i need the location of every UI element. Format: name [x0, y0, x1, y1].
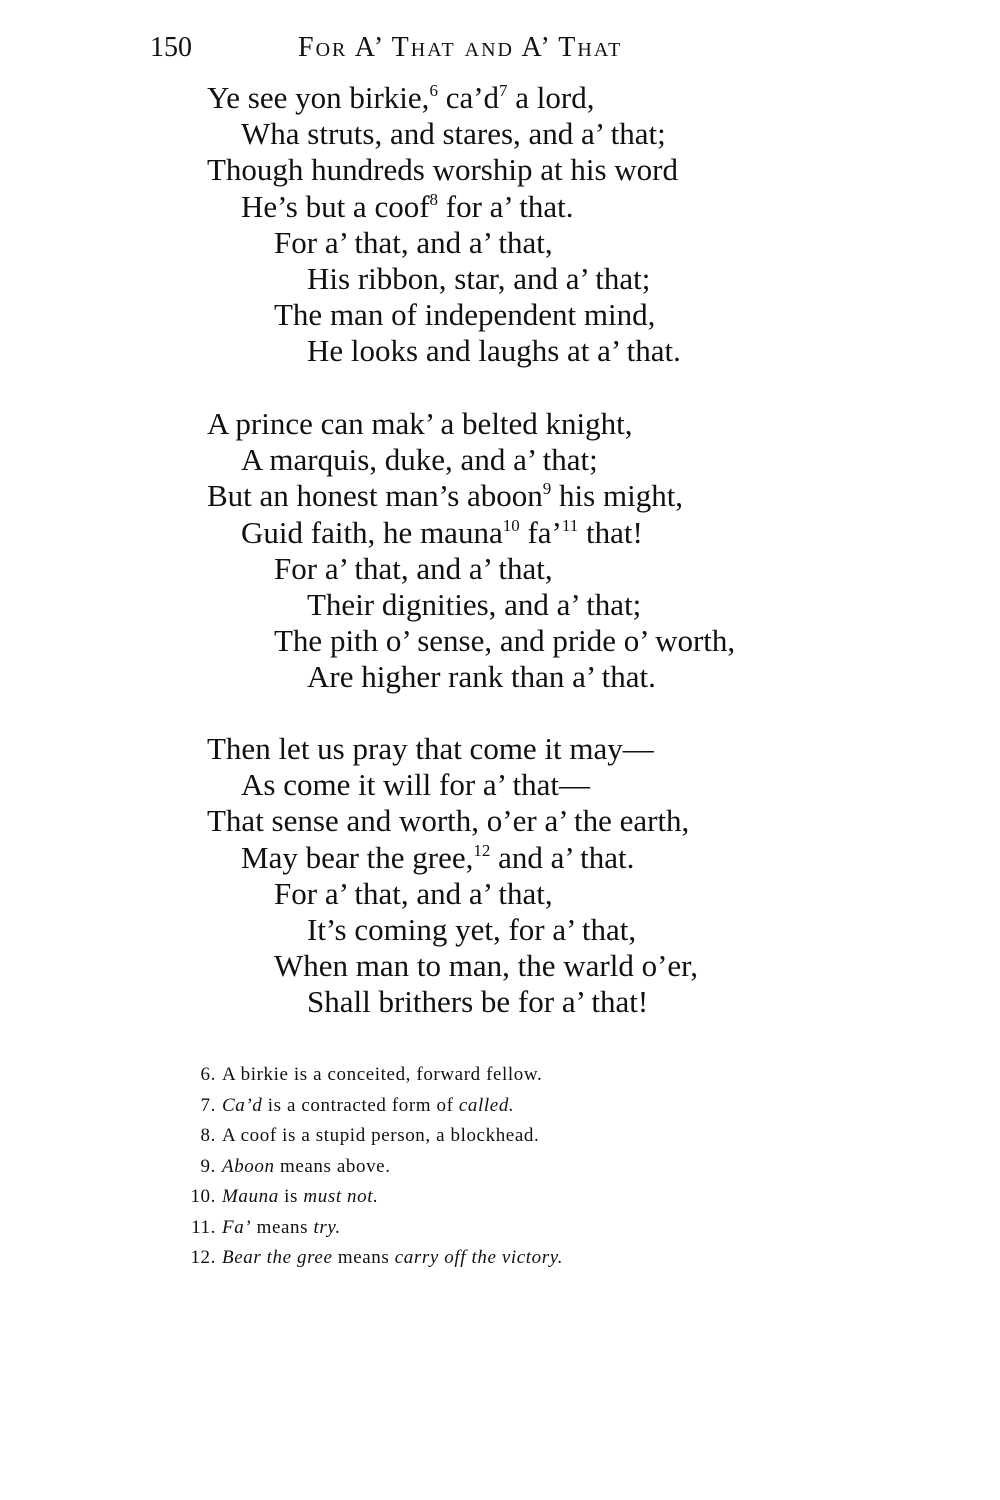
footnote-6 — [176, 1060, 796, 1091]
poem-line: Shall brithers be for a’ that! — [307, 984, 649, 1020]
footnote-8 — [176, 1121, 796, 1152]
footnote-12 — [176, 1243, 796, 1274]
footnote-number: 8. — [200, 1125, 216, 1146]
footnote-ref: 7 — [499, 81, 508, 100]
footnote-11 — [176, 1213, 796, 1244]
poem-line: Though hundreds worship at his word — [207, 152, 678, 188]
footnote-number: 12. — [190, 1247, 216, 1268]
footnote-9 — [176, 1152, 796, 1183]
footnote-term: called. — [458, 1094, 515, 1116]
poem-line: He’s but a coof$^8$ for a’ that. — [241, 188, 574, 224]
stanza-2 — [207, 406, 847, 696]
footnote-7 — [176, 1091, 796, 1122]
running-title: For A’ That and A’ That — [298, 32, 623, 63]
poem-line: May bear the gree,$^{12}$ and a’ that. — [241, 839, 635, 875]
poem-line: When man to man, the warld o’er, — [274, 948, 698, 984]
footnote-ref: 10 — [502, 515, 520, 535]
footnote-number: 11. — [191, 1216, 216, 1238]
poem-line: Are higher rank than a’ that. — [307, 659, 656, 695]
footnote-term: Ca’d — [222, 1094, 263, 1116]
poem-line: A marquis, duke, and a’ that; — [241, 442, 598, 478]
footnote-number: 10. — [190, 1186, 216, 1207]
footnote-text: means above. — [274, 1155, 391, 1177]
poem-line: For a’ that, and a’ that, — [274, 875, 553, 911]
footnote-term: Fa’ — [222, 1216, 252, 1238]
footnote-ref: 9 — [542, 479, 552, 499]
footnote-term: must not. — [303, 1186, 379, 1207]
footnote-text: is a contracted form of — [262, 1094, 459, 1116]
footnote-text: A birkie is a conceited, forward fellow. — [222, 1064, 543, 1085]
poem-line: That sense and worth, o’er a’ the earth, — [207, 803, 690, 839]
poem-line: As come it will for a’ that— — [241, 767, 590, 803]
footnote-text: means — [251, 1216, 314, 1238]
poem-line: Guid faith, he mauna$^{10}$ fa’$^{11}$ that! — [241, 514, 643, 550]
footnote-text: A coof is a stupid person, a blockhead. — [222, 1125, 540, 1146]
poem-line: The pith o’ sense, and pride o’ worth, — [274, 623, 736, 659]
footnote-number: 6. — [200, 1064, 216, 1085]
poem-line: But an honest man’s aboon$^9$ his might, — [207, 478, 684, 514]
footnotes — [176, 1060, 796, 1274]
footnote-ref: 11 — [561, 515, 579, 535]
footnote-ref: 8 — [429, 189, 439, 209]
poem-line: He looks and laughs at a’ that. — [307, 333, 681, 369]
poem-line: The man of independent mind, — [274, 297, 656, 333]
poem-line: Wha struts, and stares, and a’ that; — [241, 116, 666, 152]
footnote-number: 9. — [200, 1155, 216, 1177]
poem-line: For a’ that, and a’ that, — [274, 550, 553, 586]
poem-line: Their dignities, and a’ that; — [307, 586, 642, 622]
running-head — [150, 28, 750, 68]
footnote-term: try. — [313, 1216, 341, 1238]
poem-line: For a’ that, and a’ that, — [274, 224, 553, 260]
footnote-term: Aboon — [222, 1155, 275, 1177]
footnote-ref: 6 — [429, 81, 438, 100]
footnote-10 — [176, 1182, 796, 1213]
footnote-term: carry off the victory. — [394, 1247, 564, 1268]
footnote-text: means — [332, 1247, 395, 1268]
poem-line: Ye see yon birkie,$^6$ $ca’d^7$ a lord, — [207, 80, 595, 115]
footnote-term: Mauna — [222, 1186, 279, 1207]
page-number: 150 — [150, 32, 192, 63]
poem-line: His ribbon, star, and a’ that; — [307, 260, 651, 296]
poem-line: It’s coming yet, for a’ that, — [307, 911, 637, 947]
footnote-ref: 12 — [473, 840, 491, 860]
poem-line: A prince can mak’ a belted knight, — [207, 406, 633, 441]
stanza-3 — [207, 731, 847, 1021]
footnote-text: is — [278, 1186, 304, 1207]
footnote-number: 7. — [200, 1094, 216, 1116]
poem-line: Then let us pray that come it may— — [207, 731, 654, 766]
footnote-term: Bear the gree — [222, 1247, 333, 1268]
stanza-1 — [207, 80, 847, 370]
